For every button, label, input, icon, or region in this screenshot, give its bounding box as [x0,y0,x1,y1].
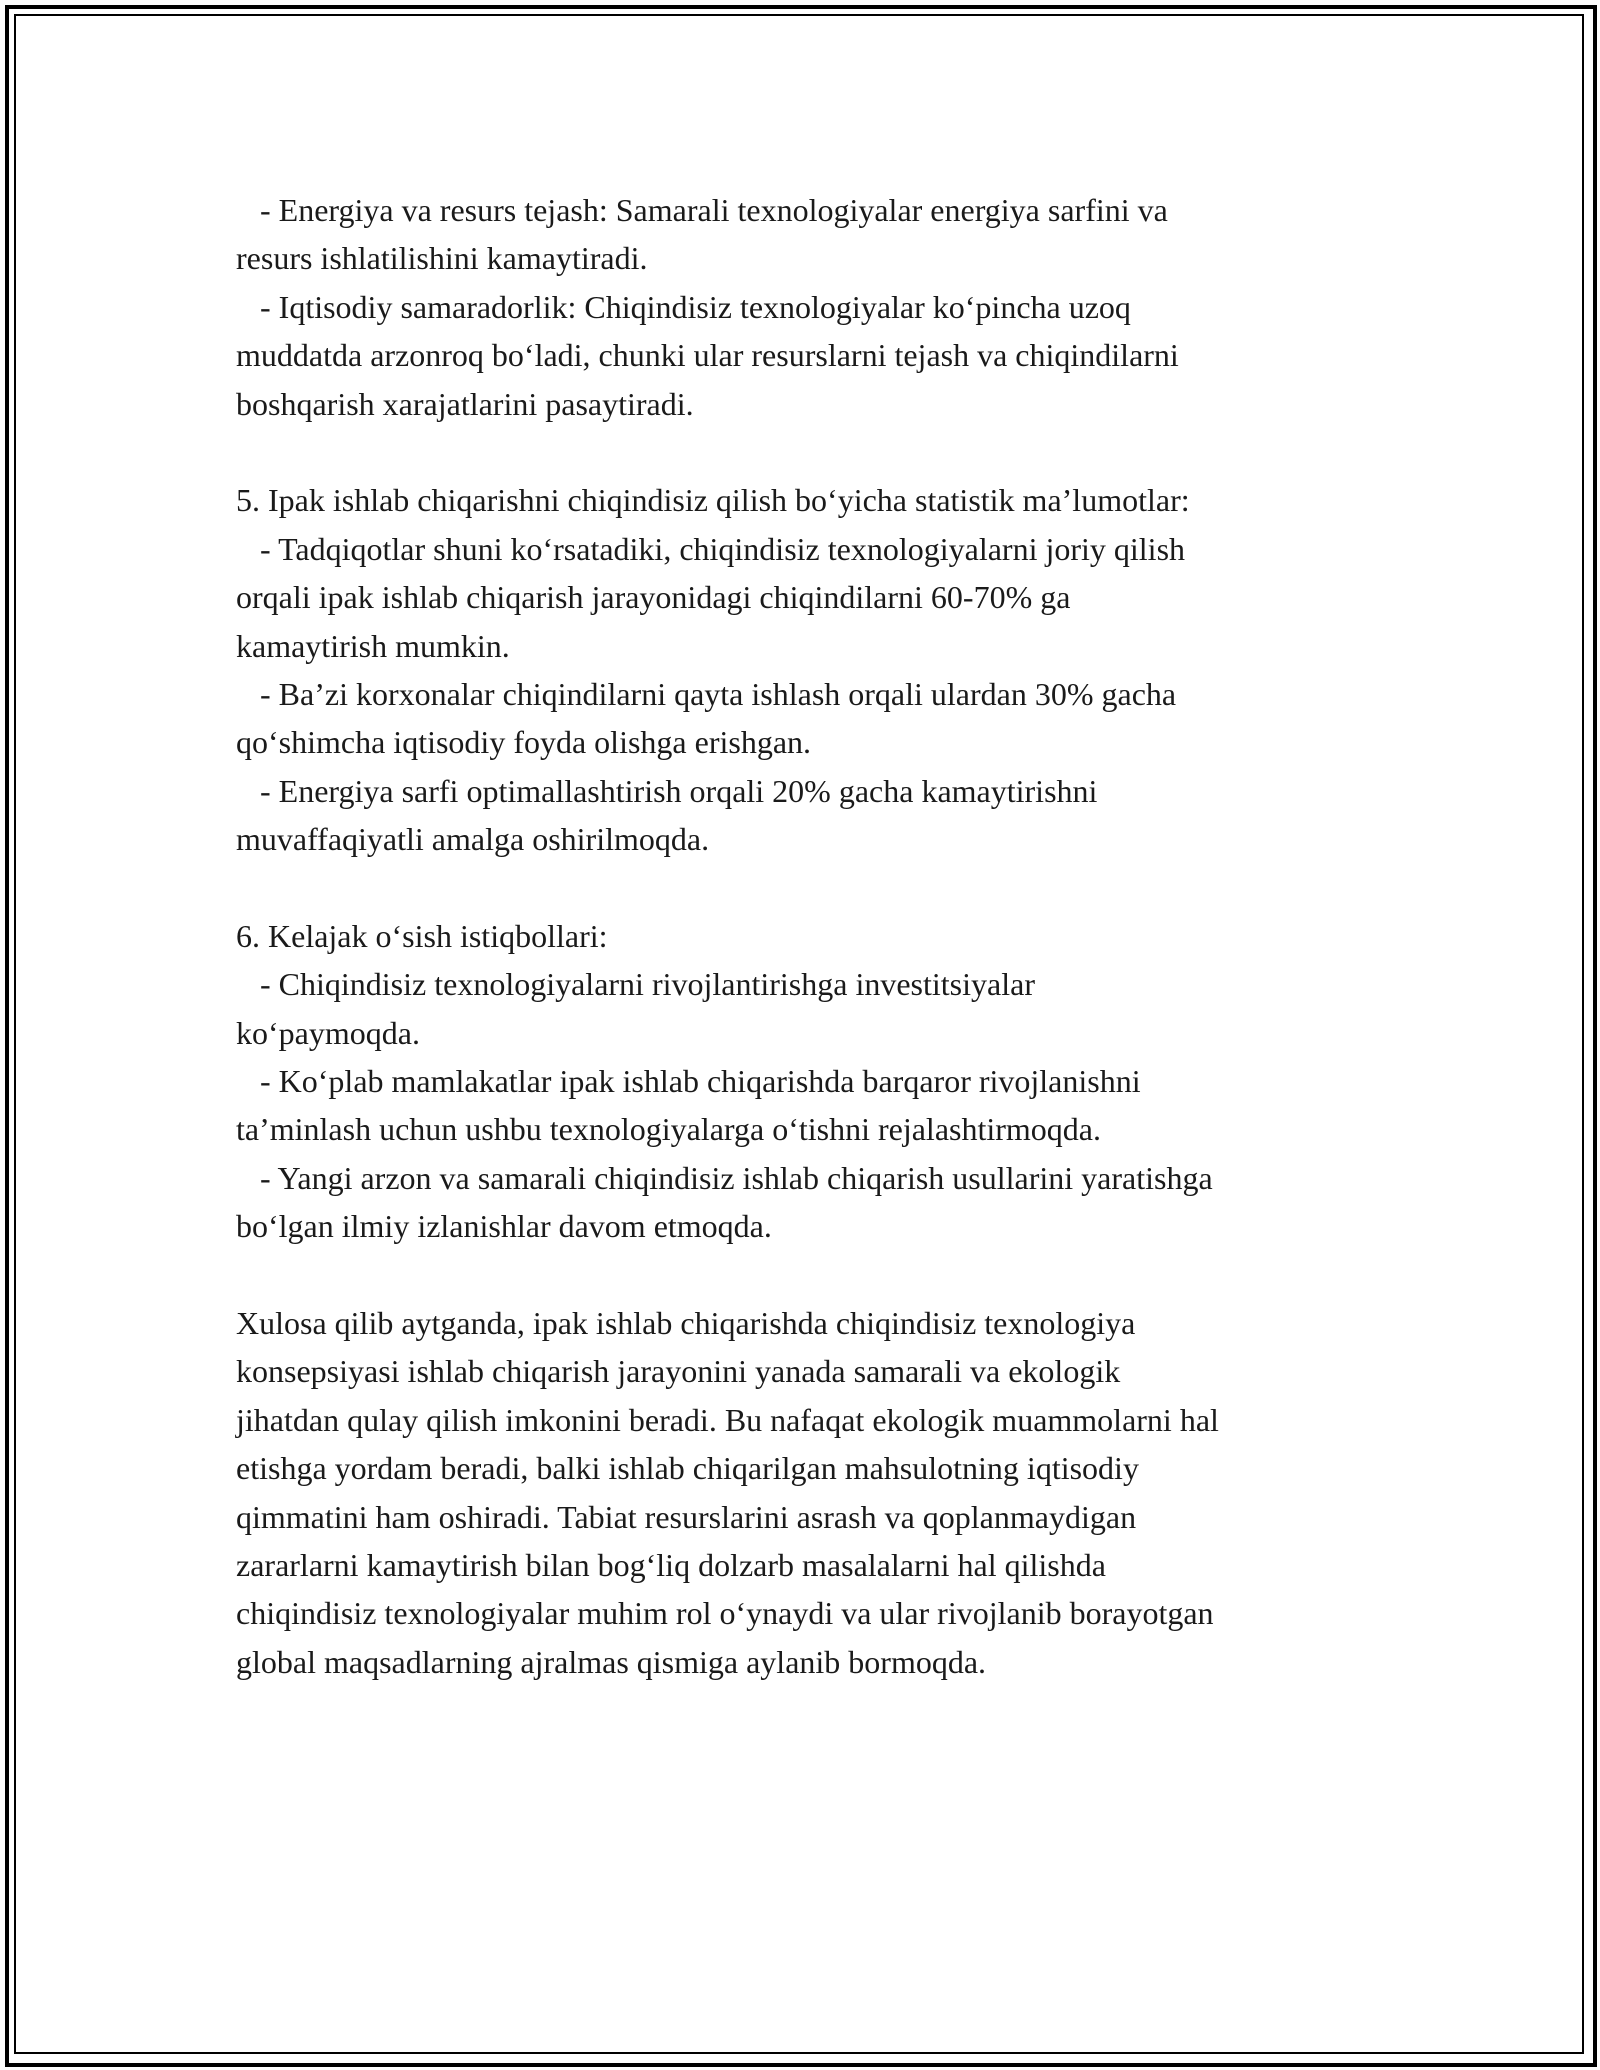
text-line: orqali ipak ishlab chiqarish jarayonidagi chiqindilarni 60-70% ga [236,579,1071,616]
paragraph-gap [236,863,1386,911]
text-line: ko‘paymoqda. [236,1014,420,1051]
section-heading: 5. Ipak ishlab chiqarishni chiqindisiz qilish bo‘yicha statistik ma’lumotlar: [236,482,1190,519]
text-line: - Chiqindisiz texnologiyalarni rivojlantirishga investitsiyalar [236,966,1035,1003]
text-line: Xulosa qilib aytganda, ipak ishlab chiqarishda chiqindisiz texnologiya [236,1304,1136,1341]
paragraph-benefits [236,186,1386,428]
paragraph-conclusion [236,1299,1386,1686]
text-line: zararlarni kamaytirish bilan bog‘liq dolzarb masalalarni hal qilishda [236,1546,1106,1583]
paragraph-gap [236,428,1386,476]
text-line: bo‘lgan ilmiy izlanishlar davom etmoqda. [236,1208,772,1245]
paragraph-gap [236,1251,1386,1299]
section-future-prospects [236,912,1386,1251]
text-line: muddatda arzonroq bo‘ladi, chunki ular resurslarni tejash va chiqindilarni [236,337,1179,374]
text-line: - Iqtisodiy samaradorlik: Chiqindisiz texnologiyalar ko‘pincha uzoq [236,288,1131,325]
text-line: qimmatini ham oshiradi. Tabiat resurslarini asrash va qoplanmaydigan [236,1498,1137,1535]
text-line: jihatdan qulay qilish imkonini beradi. Bu nafaqat ekologik muammolarni hal [236,1401,1219,1438]
text-line: resurs ishlatilishini kamaytiradi. [236,240,648,277]
section-statistics [236,476,1386,863]
text-line: global maqsadlarning ajralmas qismiga aylanib bormoqda. [236,1643,987,1680]
text-line: chiqindisiz texnologiyalar muhim rol o‘ynaydi va ular rivojlanib borayotgan [236,1595,1214,1632]
text-line: kamaytirish mumkin. [236,627,510,664]
text-line: ta’minlash uchun ushbu texnologiyalarga o‘tishni rejalashtirmoqda. [236,1111,1101,1148]
text-line: - Ba’zi korxonalar chiqindilarni qayta ishlash orqali ulardan 30% gacha [236,675,1177,712]
text-line: - Energiya sarfi optimallashtirish orqali 20% gacha kamaytirishni [236,772,1098,809]
section-heading: 6. Kelajak o‘sish istiqbollari: [236,917,608,954]
text-line: muvaffaqiyatli amalga oshirilmoqda. [236,821,710,858]
text-line: qo‘shimcha iqtisodiy foyda olishga erishgan. [236,724,812,761]
text-line: - Yangi arzon va samarali chiqindisiz ishlab chiqarish usullarini yaratishga [236,1159,1213,1196]
text-line: - Tadqiqotlar shuni ko‘rsatadiki, chiqindisiz texnologiyalarni joriy qilish [236,530,1186,567]
text-line: - Energiya va resurs tejash: Samarali texnologiyalar energiya sarfini va [236,192,1168,228]
document-body [236,186,1386,1686]
text-line: - Ko‘plab mamlakatlar ipak ishlab chiqarishda barqaror rivojlanishni [236,1063,1141,1100]
text-line: boshqarish xarajatlarini pasaytiradi. [236,385,694,422]
text-line: konsepsiyasi ishlab chiqarish jarayonini yanada samarali va ekologik [236,1353,1121,1390]
text-line: etishga yordam beradi, balki ishlab chiqarilgan mahsulotning iqtisodiy [236,1450,1139,1487]
